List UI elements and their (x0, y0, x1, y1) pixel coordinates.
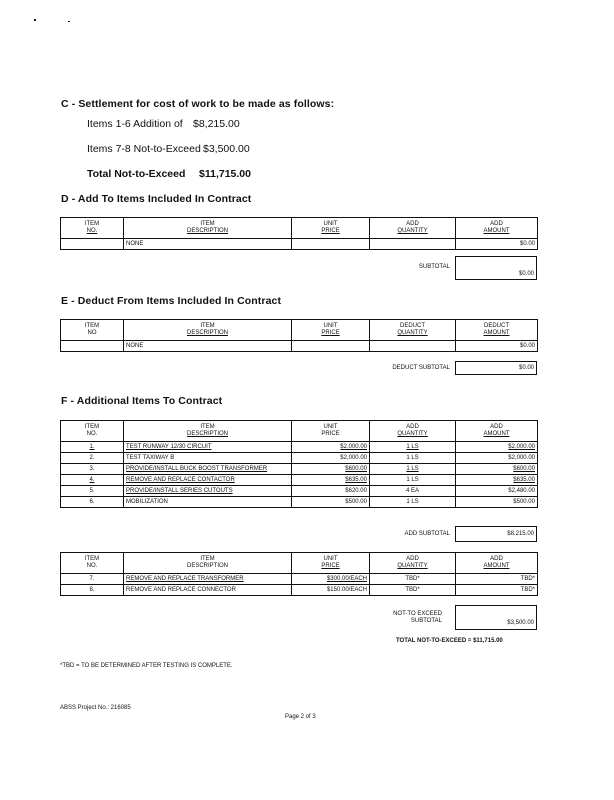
nte-subtotal-label (360, 611, 442, 625)
item-no-cell: 7. (61, 574, 124, 585)
total-not-to-exceed: TOTAL NOT-TO-EXCEED = $11,715.00 (396, 638, 503, 644)
unit-price-cell: $635.00 (292, 475, 370, 486)
table-row (61, 341, 538, 352)
unit-price-cell: $500.00 (292, 497, 370, 508)
deduct-items-table (60, 319, 538, 352)
col-header-quantity: ADD QUANTITY (370, 218, 456, 239)
unit-price-cell: $2,000.00 (292, 453, 370, 464)
col-header-amount: ADD AMOUNT (456, 553, 538, 574)
description-cell: REMOVE AND REPLACE CONTACTOR (124, 475, 292, 486)
add-subtotal-value: $8,215.00 (507, 531, 534, 537)
unit-price-cell: $600.00 (292, 464, 370, 475)
col-header-item-no: ITEM NO (61, 320, 124, 341)
description-cell: REMOVE AND REPLACE TRANSFORMER (124, 574, 292, 585)
col-header-unit-price: UNIT PRICE (292, 553, 370, 574)
amount-cell: $635.00 (456, 475, 538, 486)
nte-subtotal-value-box (455, 605, 537, 630)
amount-cell: $600.00 (456, 464, 538, 475)
section-e-heading: E - Deduct From Items Included In Contract (61, 295, 282, 307)
unit-price-cell: $620.00 (292, 486, 370, 497)
amount-cell: $2,000.00 (456, 442, 538, 453)
amount-cell: $500.00 (456, 497, 538, 508)
settlement-label: Total Not-to-Exceed (87, 168, 186, 180)
description-cell: PROVIDE/INSTALL BUCK BOOST TRANSFORMER (124, 464, 292, 475)
item-no-cell (61, 239, 124, 250)
quantity-cell: TBD* (370, 585, 456, 596)
col-header-quantity: DEDUCT QUANTITY (370, 320, 456, 341)
description-cell: NONE (124, 341, 292, 352)
subtotal-value-box (455, 256, 537, 280)
project-number: ABSS Project No.: 216085 (60, 705, 131, 711)
item-no-cell: 8. (61, 585, 124, 596)
unit-price-cell (292, 341, 370, 352)
col-header-item-no: ITEM NO. (61, 553, 124, 574)
table-header-row (61, 320, 538, 341)
deduct-subtotal-label: DEDUCT SUBTOTAL (392, 365, 450, 371)
amount-cell: $2,480.00 (456, 486, 538, 497)
tbd-footnote: *TBD = TO BE DETERMINED AFTER TESTING IS COMPLETE. (60, 663, 233, 669)
unit-price-cell (292, 239, 370, 250)
amount-cell: $0.00 (456, 239, 538, 250)
col-header-quantity: ADD QUANTITY (370, 553, 456, 574)
table-row (61, 497, 538, 508)
deduct-subtotal-value: $0.00 (518, 365, 534, 371)
col-header-description: ITEM DESCRIPTION (124, 421, 292, 442)
deduct-subtotal-value-box (455, 361, 537, 375)
settlement-value: $11,715.00 (199, 168, 251, 180)
quantity-cell: 1 LS (370, 475, 456, 486)
table-header-row (61, 421, 538, 442)
table-row (61, 442, 538, 453)
section-d-heading: D - Add To Items Included In Contract (61, 193, 252, 205)
item-no-cell (61, 341, 124, 352)
settlement-line-1 (87, 118, 240, 130)
table-row (61, 464, 538, 475)
scan-speck (68, 21, 70, 22)
subtotal-value: $0.00 (518, 271, 534, 277)
settlement-label: Items 1-6 Addition of (87, 118, 183, 130)
col-header-amount: DEDUCT AMOUNT (456, 320, 538, 341)
amount-cell: $2,000.00 (456, 453, 538, 464)
nte-subtotal-label-line2: SUBTOTAL (410, 618, 442, 624)
col-header-description: ITEM DESCRIPTION (124, 553, 292, 574)
item-no-cell: 2. (61, 453, 124, 464)
item-no-cell: 5. (61, 486, 124, 497)
unit-price-cell: $2,000.00 (292, 442, 370, 453)
description-cell: TEST TAXIWAY B (124, 453, 292, 464)
col-header-quantity: ADD QUANTITY (370, 421, 456, 442)
table-header-row (61, 553, 538, 574)
settlement-value: $8,215.00 (193, 118, 240, 130)
section-c-heading: C - Settlement for cost of work to be made as follows: (61, 98, 335, 110)
description-cell: REMOVE AND REPLACE CONNECTOR (124, 585, 292, 596)
nte-subtotal-value: $3,500.00 (507, 620, 534, 626)
col-header-unit-price: UNIT PRICE (292, 421, 370, 442)
col-header-item-no: ITEM NO. (61, 421, 124, 442)
nte-subtotal-label-line1: NOT-TO EXCEED (393, 611, 442, 617)
item-no-cell: 6. (61, 497, 124, 508)
item-no-cell: 3. (61, 464, 124, 475)
quantity-cell: 1 LS (370, 497, 456, 508)
quantity-cell: TBD* (370, 574, 456, 585)
item-no-cell: 4. (61, 475, 124, 486)
col-header-description: ITEM DESCRIPTION (124, 218, 292, 239)
subtotal-label: SUBTOTAL (418, 264, 450, 270)
quantity-cell (370, 239, 456, 250)
amount-cell: TBD* (456, 585, 538, 596)
settlement-line-2 (87, 143, 250, 155)
add-subtotal-value-box (455, 526, 537, 542)
description-cell: MOBILIZATION (124, 497, 292, 508)
quantity-cell: 1 LS (370, 453, 456, 464)
quantity-cell (370, 341, 456, 352)
table-row (61, 486, 538, 497)
table-header-row (61, 218, 538, 239)
add-subtotal-label: ADD SUBTOTAL (404, 531, 450, 537)
settlement-value: $3,500.00 (203, 143, 250, 155)
table-row (61, 585, 538, 596)
additional-items-table (60, 420, 538, 508)
table-row (61, 453, 538, 464)
amount-cell: $0.00 (456, 341, 538, 352)
table-row (61, 574, 538, 585)
quantity-cell: 4 EA (370, 486, 456, 497)
description-cell: NONE (124, 239, 292, 250)
col-header-item-no: ITEM NO. (61, 218, 124, 239)
col-header-unit-price: UNIT PRICE (292, 320, 370, 341)
not-to-exceed-table (60, 552, 538, 596)
table-row (61, 475, 538, 486)
section-f-heading: F - Additional Items To Contract (61, 395, 223, 407)
page-number: Page 2 of 3 (285, 714, 316, 720)
col-header-amount: ADD AMOUNT (456, 218, 538, 239)
settlement-label: Items 7-8 Not-to-Exceed (87, 143, 201, 155)
col-header-description: ITEM DESCRIPTION (124, 320, 292, 341)
quantity-cell: 1 LS (370, 464, 456, 475)
item-no-cell: 1. (61, 442, 124, 453)
unit-price-cell: $300.00/EACH (292, 574, 370, 585)
add-items-table (60, 217, 538, 250)
col-header-unit-price: UNIT PRICE (292, 218, 370, 239)
scan-speck (34, 19, 36, 21)
col-header-amount: ADD AMOUNT (456, 421, 538, 442)
quantity-cell: 1 LS (370, 442, 456, 453)
unit-price-cell: $150.00/EACH (292, 585, 370, 596)
settlement-line-total (87, 168, 251, 180)
description-cell: PROVIDE/INSTALL SERIES CUTOUTS (124, 486, 292, 497)
table-row (61, 239, 538, 250)
amount-cell: TBD* (456, 574, 538, 585)
description-cell: TEST RUNWAY 12/30 CIRCUIT (124, 442, 292, 453)
